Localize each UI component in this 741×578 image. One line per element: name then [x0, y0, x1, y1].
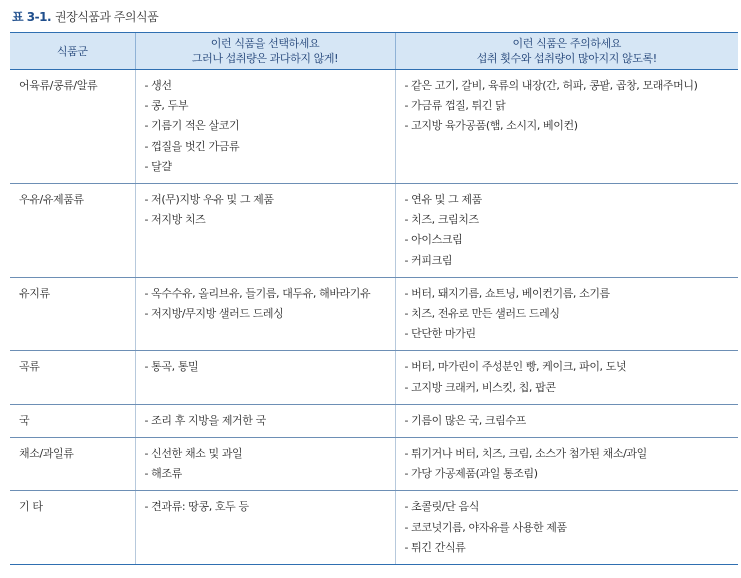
food-group-cell: 곡류 — [10, 351, 135, 404]
recommended-item: - 저(무)지방 우유 및 그 제품 — [145, 190, 395, 210]
header-food-group-label: 식품군 — [56, 44, 88, 58]
header-caution — [395, 33, 738, 70]
table-row — [10, 184, 738, 278]
caution-cell — [395, 438, 738, 491]
caution-cell — [395, 404, 738, 437]
recommended-item: - 기름기 적은 살코기 — [145, 116, 395, 136]
recommended-item: - 달걀 — [145, 157, 395, 177]
caution-item: - 초콜릿/단 음식 — [405, 497, 739, 517]
caution-item: - 가금류 껍질, 튀긴 닭 — [405, 96, 739, 116]
recommended-cell — [135, 351, 395, 404]
recommended-cell — [135, 70, 395, 184]
recommended-item: - 조리 후 지방을 제거한 국 — [145, 411, 395, 431]
caution-item: - 고지방 육가공품(햄, 소시지, 베이컨) — [405, 116, 739, 136]
header-recommended-line2: 그러나 섭취량은 과다하지 않게! — [191, 52, 339, 65]
caution-item: - 코코넛기름, 야자유를 사용한 제품 — [405, 518, 739, 538]
header-caution-line1: 이런 식품은 주의하세요 — [512, 37, 621, 50]
header-food-group — [10, 33, 135, 70]
table-row — [10, 438, 738, 491]
recommended-item: - 옥수수유, 올리브유, 들기름, 대두유, 해바라기유 — [145, 284, 395, 304]
caution-item: - 치즈, 크림치즈 — [405, 210, 739, 230]
caution-item: - 치즈, 전유로 만든 샐러드 드레싱 — [405, 304, 739, 324]
header-recommended-line1: 이런 식품을 선택하세요 — [210, 37, 320, 50]
recommended-item: - 생선 — [145, 76, 395, 96]
recommended-cell — [135, 438, 395, 491]
caution-item: - 단단한 마가린 — [405, 324, 739, 344]
caution-cell — [395, 351, 738, 404]
table-row — [10, 70, 738, 184]
table-row — [10, 404, 738, 437]
caution-cell — [395, 491, 738, 565]
food-group-cell: 유지류 — [10, 277, 135, 351]
caution-item: - 아이스크림 — [405, 230, 739, 250]
caution-item: - 튀긴 간식류 — [405, 538, 739, 558]
recommended-cell — [135, 491, 395, 565]
table-body — [10, 70, 738, 565]
caution-cell — [395, 277, 738, 351]
caution-item: - 튀기거나 버터, 치즈, 크림, 소스가 첨가된 채소/과일 — [405, 444, 739, 464]
recommended-cell — [135, 404, 395, 437]
recommended-cell — [135, 184, 395, 278]
food-group-cell: 어육류/콩류/알류 — [10, 70, 135, 184]
header-caution-line2: 섭취 횟수와 섭취량이 많아지지 않도록! — [476, 52, 657, 65]
caution-item: - 기름이 많은 국, 크림수프 — [405, 411, 739, 431]
food-group-cell: 우유/유제품류 — [10, 184, 135, 278]
table-row — [10, 491, 738, 565]
table-row — [10, 351, 738, 404]
caution-cell — [395, 184, 738, 278]
table-caption — [12, 8, 158, 25]
recommended-item: - 저지방 치즈 — [145, 210, 395, 230]
table-number: 표 3-1. — [12, 10, 52, 24]
food-group-cell: 기 타 — [10, 491, 135, 565]
recommended-item: - 견과류: 땅콩, 호두 등 — [145, 497, 395, 517]
recommended-item: - 저지방/무지방 샐러드 드레싱 — [145, 304, 395, 324]
caution-item: - 버터, 돼지기름, 쇼트닝, 베이컨기름, 소기름 — [405, 284, 739, 304]
table-header-row — [10, 33, 738, 70]
food-table — [10, 32, 738, 565]
food-group-cell: 채소/과일류 — [10, 438, 135, 491]
caution-item: - 같은 고기, 갈비, 육류의 내장(간, 허파, 콩팥, 곱창, 모래주머니) — [405, 76, 739, 96]
caution-item: - 가당 가공제품(과일 통조림) — [405, 464, 739, 484]
recommended-item: - 신선한 채소 및 과일 — [145, 444, 395, 464]
header-recommended — [135, 33, 395, 70]
caution-item: - 버터, 마가린이 주성분인 빵, 케이크, 파이, 도넛 — [405, 357, 739, 377]
caution-cell — [395, 70, 738, 184]
caution-item: - 커피크림 — [405, 251, 739, 271]
recommended-item: - 통곡, 통밀 — [145, 357, 395, 377]
recommended-item: - 껍질을 벗긴 가금류 — [145, 137, 395, 157]
table-row — [10, 277, 738, 351]
food-group-cell: 국 — [10, 404, 135, 437]
recommended-item: - 콩, 두부 — [145, 96, 395, 116]
recommended-cell — [135, 277, 395, 351]
table-title: 권장식품과 주의식품 — [55, 10, 159, 24]
caution-item: - 연유 및 그 제품 — [405, 190, 739, 210]
recommended-item: - 해조류 — [145, 464, 395, 484]
caution-item: - 고지방 크래커, 비스킷, 칩, 팝콘 — [405, 378, 739, 398]
